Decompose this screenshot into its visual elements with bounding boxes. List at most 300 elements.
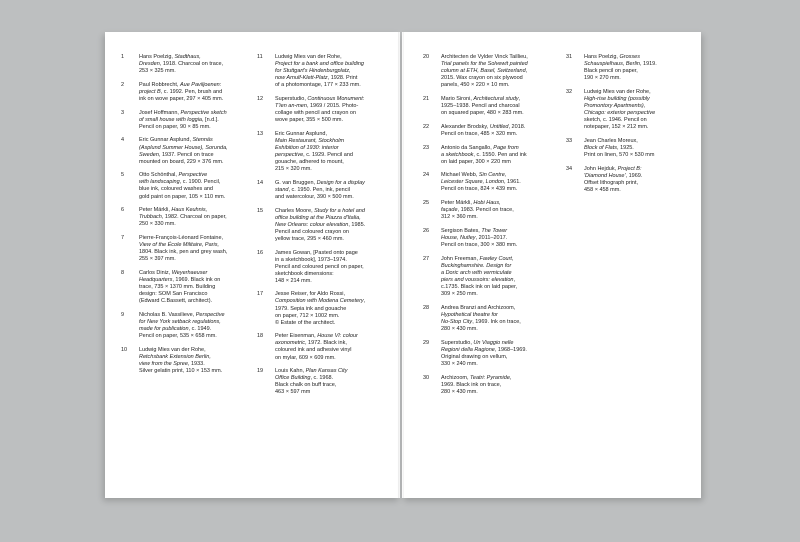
list-item [257, 291, 383, 326]
caption-text: , 1969. Black ink on [172, 276, 221, 283]
caption-text: panels, 450 × 220 × 10 mm. [441, 82, 510, 89]
caption-line [275, 68, 383, 75]
list-item [257, 96, 383, 124]
entry-number: 14 [257, 179, 264, 186]
caption-text: on squared paper, 480 × 283 mm. [441, 110, 524, 117]
entry-caption [441, 256, 549, 298]
caption-line [441, 312, 549, 319]
caption-text: design: SOM San Francisco [139, 291, 208, 298]
caption-line [441, 131, 549, 138]
caption-text: yellow trace, 295 × 460 mm. [275, 235, 344, 242]
caption-line [275, 152, 383, 159]
entry-caption [275, 208, 383, 243]
caption-text: , 1972. Black ink, [304, 340, 347, 347]
list-item [423, 228, 549, 249]
caption-line [275, 117, 383, 124]
entry-number: 31 [566, 54, 573, 60]
caption-text: Ludwig Mies van der Rohe, [139, 346, 206, 353]
caption-line [139, 249, 247, 256]
caption-text: , 1928. Print [327, 75, 358, 82]
entry-number: 28 [423, 304, 430, 311]
caption-text: Ludwig Mies van der Rohe, [584, 88, 651, 95]
caption-line [275, 382, 383, 389]
caption-text: , 1961. [504, 179, 521, 186]
entry-caption [441, 305, 549, 333]
entry-number: 16 [257, 249, 264, 256]
caption-line [275, 180, 383, 187]
list-item [566, 138, 692, 159]
caption-text: , 1983. Pencil on trace, [457, 207, 514, 214]
list-item [423, 54, 549, 89]
caption-line [441, 263, 549, 270]
caption-line [441, 347, 549, 354]
caption-line [441, 354, 549, 361]
caption-text: Jesse Reiser, for Aldo Rossi, [275, 291, 346, 298]
entry-caption [441, 375, 549, 396]
caption-italic-title: office building at the Piazza d'Italia, [275, 214, 361, 221]
caption-line [139, 319, 247, 326]
entry-caption [584, 89, 692, 131]
caption-italic-title: Fawley Court, [479, 255, 514, 262]
caption-text: Pencil and coloured pencil on paper, [275, 263, 364, 270]
caption-italic-title: of small house with loggia [139, 116, 202, 123]
entry-number: 27 [423, 255, 430, 262]
list-item [121, 54, 247, 75]
caption-line [275, 138, 383, 145]
caption-line [441, 103, 549, 110]
caption-line [584, 54, 692, 61]
caption-italic-title: perspective [275, 151, 304, 158]
caption-line [441, 124, 549, 131]
caption-text: on paper, 712 × 1002 mm. [275, 312, 340, 319]
caption-line [275, 103, 383, 110]
caption-italic-title: Sweden [139, 151, 159, 158]
caption-text: gouache, adhered to mount, [275, 158, 344, 165]
entry-caption [275, 131, 383, 173]
caption-text: , c. 1968. [310, 375, 334, 382]
caption-line [275, 298, 383, 305]
caption-text: , c. 1900. Pencil, [179, 179, 221, 186]
caption-text: Hans Poelzig, [584, 54, 620, 60]
caption-line [139, 172, 247, 179]
caption-line [275, 159, 383, 166]
list-item [121, 312, 247, 340]
entry-caption [275, 180, 383, 201]
caption-text: Peter Eisenman, [275, 333, 318, 340]
caption-text: wove paper, 355 × 500 mm. [275, 117, 344, 124]
caption-text: 312 × 360 mm. [441, 214, 478, 221]
caption-line [139, 61, 247, 68]
caption-line [441, 159, 549, 166]
caption-line [139, 270, 247, 277]
entry-caption [441, 96, 549, 117]
caption-line [139, 179, 247, 186]
caption-text: Pencil on trace, 824 × 439 mm. [441, 186, 518, 193]
caption-text: , [363, 298, 366, 305]
caption-italic-title: Design for a display [316, 179, 365, 186]
caption-text: Pencil on trace, 300 × 380 mm. [441, 242, 518, 249]
caption-italic-title: Study for a hotel and [314, 207, 365, 214]
caption-text: Andrea Branzi and Archizoom, [441, 304, 516, 311]
caption-text: Superstudio, [275, 95, 308, 102]
caption-line [441, 242, 549, 249]
caption-line [139, 333, 247, 340]
entry-number: 26 [423, 228, 430, 235]
caption-line [441, 96, 549, 103]
entry-number: 2 [121, 81, 125, 88]
entry-caption [275, 291, 383, 326]
caption-italic-title: piers and voussoirs: elevation [441, 276, 514, 283]
caption-text: Archizoom, [441, 374, 471, 381]
caption-line [139, 82, 247, 89]
right-page-column-1 [423, 54, 549, 402]
caption-line [584, 103, 692, 110]
caption-text: , [n.d.]. [201, 116, 219, 123]
caption-italic-title: Trial panels for the Solvewit painted [441, 61, 528, 68]
caption-line [275, 110, 383, 117]
list-item [423, 200, 549, 221]
caption-line [275, 131, 383, 138]
caption-text: Louis Kahn, [275, 368, 306, 375]
caption-text: Black pencil on paper, [584, 68, 638, 75]
caption-line [275, 236, 383, 243]
entry-caption [139, 270, 247, 305]
caption-line [275, 340, 383, 347]
caption-text: in a sketchbook], 1973–1974. [275, 256, 347, 263]
list-item [423, 172, 549, 193]
caption-line [139, 284, 247, 291]
caption-text: Antonio da Sangallo, [441, 144, 494, 151]
caption-text: Superstudio, [441, 339, 474, 346]
caption-line [275, 54, 383, 61]
caption-line [275, 75, 383, 82]
caption-text: , c. 1992. Pen, brush and [160, 88, 223, 95]
caption-line [275, 347, 383, 354]
caption-text: Sergison Bates, [441, 228, 482, 235]
entry-caption [139, 54, 247, 75]
caption-italic-title: with landscaping [139, 179, 180, 186]
caption-line [139, 54, 247, 61]
caption-line [139, 194, 247, 201]
caption-line [584, 180, 692, 187]
caption-italic-title: T'ien an-men [275, 102, 307, 109]
caption-text: 458 × 458 mm. [584, 186, 621, 193]
caption-text: Eric Gunnar Asplund, [139, 137, 193, 144]
caption-text: Carlos Diniz, [139, 269, 172, 276]
caption-text: Paul Robbrecht, [139, 81, 180, 88]
caption-text: Pencil on paper, 90 × 85 mm. [139, 123, 211, 130]
entry-number: 9 [121, 311, 125, 318]
caption-italic-title: made for publication [139, 325, 189, 332]
caption-text: notepaper, 152 × 212 mm. [584, 124, 649, 131]
caption-line [139, 256, 247, 263]
caption-line [584, 68, 692, 75]
caption-text: , 1919. [639, 61, 657, 68]
caption-line [139, 207, 247, 214]
caption-line [584, 124, 692, 131]
caption-line [441, 284, 549, 291]
entry-number: 33 [566, 137, 573, 144]
caption-text: © Estate of the architect. [275, 319, 336, 326]
caption-text: , 1969 / 2015. Photo- [306, 102, 359, 109]
entry-caption [139, 347, 247, 375]
entry-number: 7 [121, 235, 125, 242]
list-item [423, 340, 549, 368]
entry-caption [139, 82, 247, 103]
list-item [257, 54, 383, 89]
list-item [423, 145, 549, 166]
caption-line [584, 152, 692, 159]
caption-line [275, 250, 383, 257]
entry-number: 30 [423, 374, 430, 381]
caption-italic-title: Project for a bank and office building [275, 61, 364, 68]
caption-line [139, 291, 247, 298]
list-item [566, 89, 692, 131]
caption-line [275, 166, 383, 173]
caption-text: , 1918. Charcoal on trace, [159, 61, 224, 68]
caption-line [275, 208, 383, 215]
list-item [121, 110, 247, 131]
entry-caption [139, 312, 247, 340]
caption-line [441, 82, 549, 89]
caption-text: , 2011–2017. [475, 235, 508, 242]
caption-line [584, 117, 692, 124]
caption-text: , [513, 276, 515, 283]
caption-line [139, 152, 247, 159]
entry-number: 24 [423, 172, 430, 179]
caption-text: , c. 1949. [188, 325, 212, 332]
entry-number: 32 [566, 88, 573, 95]
caption-text: Offset lithograph print, [584, 179, 639, 186]
caption-line [441, 214, 549, 221]
entry-caption [441, 145, 549, 166]
caption-line [139, 68, 247, 75]
caption-italic-title: Chicago: exterior perspective [584, 110, 656, 117]
caption-line [139, 298, 247, 305]
entry-caption [139, 137, 247, 165]
caption-text: , c. 1929. Pencil and [303, 151, 353, 158]
caption-text: 148 × 214 mm. [275, 277, 312, 284]
caption-italic-title: Schauspielhaus, Berlin [584, 61, 640, 68]
caption-italic-title: Composition with Modena Cemetery [275, 298, 364, 305]
list-item [257, 180, 383, 201]
entry-caption [441, 228, 549, 249]
entry-caption [441, 172, 549, 193]
caption-text: , [518, 95, 521, 102]
caption-italic-title: view from the Spree [139, 360, 188, 367]
caption-text: blue ink, coloured washes and [139, 186, 213, 193]
caption-italic-title: façade [441, 207, 458, 214]
caption-text: , 1982. Charcoal on paper, [161, 214, 227, 221]
caption-line [441, 256, 549, 263]
entry-caption [139, 207, 247, 228]
caption-text: , [525, 68, 528, 75]
caption-line [139, 137, 247, 144]
entry-number: 19 [257, 368, 264, 375]
list-item [257, 250, 383, 285]
caption-text: coloured ink and adhesive vinyl [275, 347, 352, 354]
entry-number: 20 [423, 54, 430, 60]
caption-line [139, 96, 247, 103]
caption-line [441, 361, 549, 368]
caption-line [139, 89, 247, 96]
caption-text: 1979. Sepia ink and gouache [275, 305, 347, 312]
caption-line [275, 320, 383, 327]
caption-line [275, 187, 383, 194]
caption-line [275, 375, 383, 382]
caption-text: and watercolour, 390 × 500 mm. [275, 193, 354, 200]
entry-number: 17 [257, 291, 264, 298]
caption-text: Peter Märkli, [139, 207, 172, 214]
caption-line [584, 110, 692, 117]
caption-text: John Freeman, [441, 255, 480, 262]
caption-italic-title: Dresden [139, 61, 160, 68]
caption-italic-title: Headquarters [139, 276, 173, 283]
caption-text: 255 × 397 mm. [139, 256, 176, 263]
caption-text: James Gowan, [Pasted onto page [275, 249, 358, 256]
caption-italic-title: Stennäs [192, 137, 213, 144]
caption-italic-title: axonometric [275, 340, 305, 347]
caption-line [275, 355, 383, 362]
caption-line [441, 54, 549, 61]
caption-line [584, 166, 692, 173]
list-item [121, 137, 247, 165]
list-item [566, 166, 692, 194]
entry-number: 12 [257, 95, 264, 102]
caption-italic-title: Haus Keuhnis, [171, 207, 208, 214]
caption-text: Print on linen, 570 × 530 mm [584, 151, 655, 158]
caption-italic-title: Continuous Monument: [307, 95, 365, 102]
caption-italic-title: for Stuttgart's Hindenburgplatz, [275, 68, 351, 75]
caption-text: , 1925. [617, 144, 634, 151]
entry-caption [139, 172, 247, 200]
caption-italic-title: Regioni della Ragione [441, 346, 495, 353]
caption-line [441, 200, 549, 207]
caption-italic-title: stand [275, 186, 289, 193]
caption-italic-title: Un Viaggio nelle [473, 339, 514, 346]
list-item [121, 270, 247, 305]
caption-text: 250 × 330 mm. [139, 221, 176, 228]
caption-line [275, 215, 383, 222]
right-page-column-2 [566, 54, 692, 201]
caption-text: Michael Webb, [441, 172, 479, 179]
caption-line [139, 312, 247, 319]
caption-line [275, 291, 383, 298]
caption-italic-title: now Arnulf-Klett-Platz [275, 75, 328, 82]
entry-number: 15 [257, 207, 264, 214]
left-page-column-2 [257, 54, 383, 403]
entry-number: 5 [121, 172, 125, 179]
caption-line [584, 89, 692, 96]
caption-line [275, 229, 383, 236]
list-item [121, 172, 247, 200]
list-item [257, 208, 383, 243]
caption-italic-title: Promontory Apartments), [584, 102, 646, 109]
caption-italic-title: Hobi Haus, [473, 200, 501, 207]
caption-line [441, 75, 549, 82]
caption-text: Pierre-François-Léonard Fontaine, [139, 235, 224, 242]
caption-italic-title: View of the École Militaire, Paris, [139, 242, 219, 249]
caption-italic-title: Perspective [195, 311, 225, 318]
caption-text: G. van Bruggen, [275, 179, 317, 186]
entry-number: 23 [423, 144, 430, 151]
list-item [423, 96, 549, 117]
list-item [121, 82, 247, 103]
caption-line [441, 277, 549, 284]
caption-italic-title: project B [139, 88, 161, 95]
caption-line [441, 326, 549, 333]
caption-line [139, 186, 247, 193]
right-page [402, 32, 701, 498]
caption-text: , 1969. [625, 172, 643, 179]
caption-line [441, 68, 549, 75]
entry-number: 11 [257, 54, 263, 60]
caption-line [584, 96, 692, 103]
entry-number: 13 [257, 130, 264, 137]
caption-line [441, 172, 549, 179]
caption-italic-title: Trubbach [139, 214, 162, 221]
entry-caption [275, 54, 383, 89]
caption-text: 215 × 320 mm. [275, 166, 312, 173]
caption-line [275, 368, 383, 375]
book-spread [105, 32, 701, 498]
caption-text: Black chalk on buff trace, [275, 382, 337, 389]
caption-italic-title: Retchsbank Extension Berlin, [139, 353, 211, 360]
caption-line [139, 221, 247, 228]
caption-text: Alexander Brodsky, [441, 123, 490, 130]
caption-text: Eric Gunnar Asplund, [275, 130, 327, 137]
caption-line [441, 228, 549, 235]
caption-text: Charles Moore, [275, 207, 315, 214]
caption-text: on laid paper, 300 × 220 mm [441, 158, 511, 165]
caption-line [584, 173, 692, 180]
caption-text: Mario Sironi, [441, 95, 474, 102]
caption-text: , 1969. Ink on trace, [472, 318, 521, 325]
entry-caption [441, 340, 549, 368]
caption-text: Josef Hoffmann, [139, 109, 181, 116]
list-item [423, 256, 549, 298]
left-page [105, 32, 400, 498]
caption-line [275, 145, 383, 152]
entry-number: 34 [566, 165, 573, 172]
caption-text: Otto Schönthal, [139, 172, 179, 179]
entry-caption [584, 166, 692, 194]
caption-italic-title: Page from [493, 144, 519, 151]
caption-text: Original drawing on vellum, [441, 353, 508, 360]
caption-italic-title: Hypothetical theatre for [441, 311, 498, 318]
entry-caption [584, 138, 692, 159]
caption-text: 330 × 240 mm. [441, 360, 478, 367]
entry-caption [139, 110, 247, 131]
caption-text: (Edward C.Bassett, architect). [139, 298, 213, 305]
caption-text: John Hejduk, [584, 165, 618, 172]
caption-line [441, 389, 549, 396]
caption-italic-title: Plan Kansas City [305, 368, 348, 375]
caption-italic-title: column at ETH, Basel, Switzerland [441, 68, 526, 75]
caption-text: Nicholas B. Vassilieve, [139, 311, 196, 318]
list-item [423, 375, 549, 396]
caption-line [584, 138, 692, 145]
caption-text: sketch, c. 1946. Pencil on [584, 117, 647, 124]
caption-line [139, 361, 247, 368]
caption-line [441, 61, 549, 68]
caption-text: sketchbook dimensions: [275, 270, 334, 277]
caption-italic-title: Main Restaurant, Stockholm [275, 137, 345, 144]
caption-line [441, 179, 549, 186]
caption-line [275, 271, 383, 278]
entry-number: 25 [423, 200, 430, 207]
caption-line [139, 368, 247, 375]
